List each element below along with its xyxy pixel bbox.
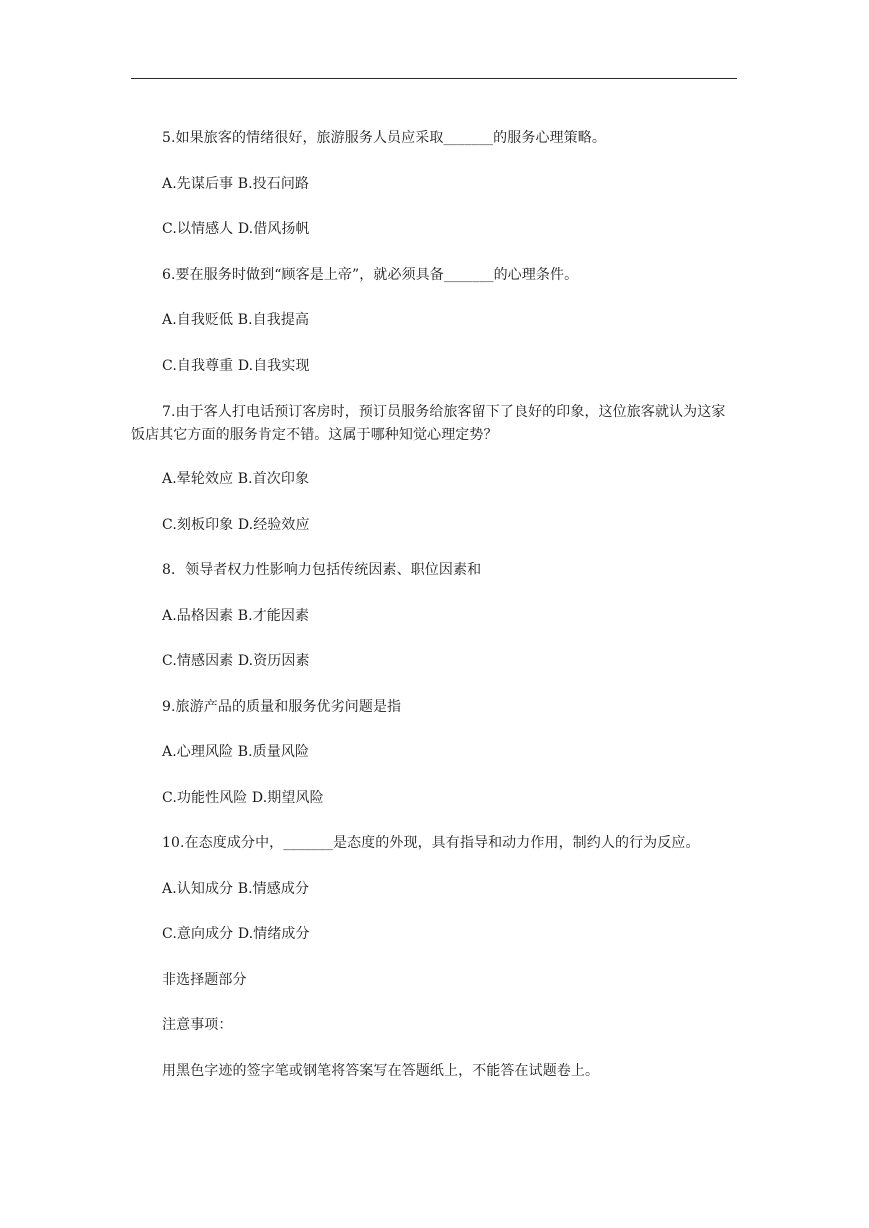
question-5: 5.如果旅客的情绪很好，旅游服务人员应采取_______的服务心理策略。 bbox=[162, 130, 606, 146]
question-10: 10.在态度成分中，_______是态度的外现，具有指导和动力作用，制约人的行为反应。 bbox=[162, 835, 700, 851]
question-9-options-cd: C.功能性风险 D.期望风险 bbox=[162, 790, 324, 806]
question-9-options-ab: A.心理风险 B.质量风险 bbox=[162, 744, 310, 760]
question-6-options-cd: C.自我尊重 D.自我实现 bbox=[162, 358, 310, 374]
question-7-options-ab: A.晕轮效应 B.首次印象 bbox=[162, 471, 310, 487]
header-rule bbox=[131, 78, 737, 79]
question-7: 7.由于客人打电话预订客房时，预订员服务给旅客留下了良好的印象，这位旅客就认为这家饭店其它方面的服务肯定不错。这属于哪种知觉心理定势？ bbox=[131, 404, 726, 443]
question-8: 8．领导者权力性影响力包括传统因素、职位因素和 bbox=[162, 562, 482, 578]
question-6-options-ab: A.自我贬低 B.自我提高 bbox=[162, 312, 310, 328]
question-9: 9.旅游产品的质量和服务优劣问题是指 bbox=[162, 699, 402, 715]
question-8-options-cd: C.情感因素 D.资历因素 bbox=[162, 653, 310, 669]
notice-heading: 注意事项： bbox=[162, 1017, 233, 1033]
section-heading: 非选择题部分 bbox=[162, 972, 247, 988]
question-10-options-cd: C.意向成分 D.情绪成分 bbox=[162, 926, 310, 942]
question-10-options-ab: A.认知成分 B.情感成分 bbox=[162, 881, 310, 897]
question-5-options-cd: C.以情感人 D.借风扬帆 bbox=[162, 221, 310, 237]
question-6: 6.要在服务时做到“顾客是上帝”，就必须具备_______的心理条件。 bbox=[162, 267, 579, 283]
question-7-options-cd: C.刻板印象 D.经验效应 bbox=[162, 517, 310, 533]
question-5-options-ab: A.先谋后事 B.投石问路 bbox=[162, 176, 310, 192]
question-8-options-ab: A.品格因素 B.才能因素 bbox=[162, 608, 310, 624]
notice-text: 用黑色字迹的签字笔或钢笔将答案写在答题纸上，不能答在试题卷上。 bbox=[162, 1063, 600, 1079]
